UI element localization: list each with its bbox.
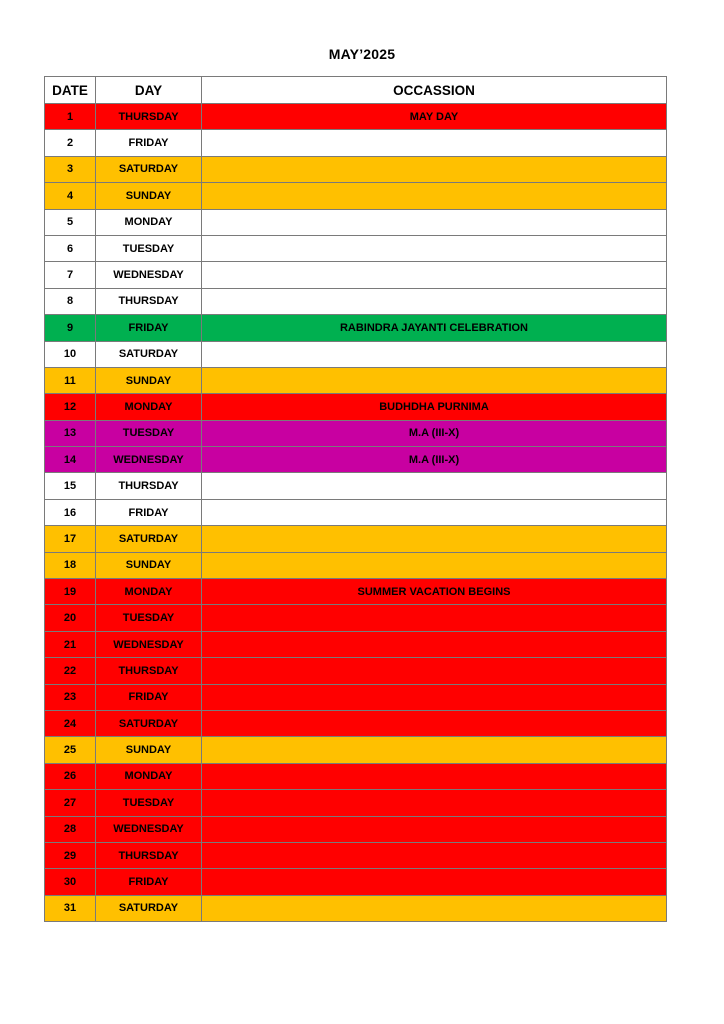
cell-day: TUESDAY xyxy=(96,235,202,261)
cell-date: 7 xyxy=(45,262,96,288)
cell-day: FRIDAY xyxy=(96,315,202,341)
cell-date: 23 xyxy=(45,684,96,710)
cell-day: TUESDAY xyxy=(96,605,202,631)
table-row xyxy=(45,473,667,499)
header-day: DAY xyxy=(96,77,202,104)
table-row xyxy=(45,684,667,710)
cell-occasion xyxy=(202,499,667,525)
header-date: DATE xyxy=(45,77,96,104)
cell-occasion xyxy=(202,895,667,921)
table-row xyxy=(45,895,667,921)
cell-occasion xyxy=(202,552,667,578)
cell-occasion: M.A (III-X) xyxy=(202,420,667,446)
cell-date: 1 xyxy=(45,104,96,130)
header-row xyxy=(45,77,667,104)
cell-date: 9 xyxy=(45,315,96,341)
cell-date: 8 xyxy=(45,288,96,314)
table-row xyxy=(45,209,667,235)
table-row xyxy=(45,710,667,736)
table-row xyxy=(45,790,667,816)
cell-date: 28 xyxy=(45,816,96,842)
cell-day: FRIDAY xyxy=(96,684,202,710)
cell-day: WEDNESDAY xyxy=(96,816,202,842)
cell-occasion xyxy=(202,367,667,393)
cell-day: THURSDAY xyxy=(96,104,202,130)
table-row xyxy=(45,499,667,525)
table-row xyxy=(45,394,667,420)
cell-date: 19 xyxy=(45,579,96,605)
cell-occasion xyxy=(202,262,667,288)
cell-occasion xyxy=(202,209,667,235)
cell-occasion xyxy=(202,341,667,367)
cell-day: SATURDAY xyxy=(96,895,202,921)
cell-date: 20 xyxy=(45,605,96,631)
table-row xyxy=(45,130,667,156)
cell-date: 11 xyxy=(45,367,96,393)
cell-occasion xyxy=(202,130,667,156)
cell-day: THURSDAY xyxy=(96,288,202,314)
cell-occasion xyxy=(202,183,667,209)
cell-date: 27 xyxy=(45,790,96,816)
table-row xyxy=(45,447,667,473)
cell-date: 5 xyxy=(45,209,96,235)
table-row xyxy=(45,737,667,763)
cell-date: 24 xyxy=(45,710,96,736)
cell-day: THURSDAY xyxy=(96,842,202,868)
cell-date: 3 xyxy=(45,156,96,182)
cell-date: 6 xyxy=(45,235,96,261)
table-row xyxy=(45,341,667,367)
cell-date: 26 xyxy=(45,763,96,789)
cell-occasion xyxy=(202,288,667,314)
cell-day: TUESDAY xyxy=(96,420,202,446)
cell-date: 18 xyxy=(45,552,96,578)
cell-occasion xyxy=(202,658,667,684)
cell-day: SATURDAY xyxy=(96,710,202,736)
cell-occasion xyxy=(202,842,667,868)
table-row xyxy=(45,315,667,341)
cell-date: 29 xyxy=(45,842,96,868)
cell-occasion xyxy=(202,156,667,182)
table-row xyxy=(45,552,667,578)
cell-day: TUESDAY xyxy=(96,790,202,816)
cell-date: 17 xyxy=(45,526,96,552)
cell-occasion xyxy=(202,235,667,261)
cell-date: 31 xyxy=(45,895,96,921)
table-row xyxy=(45,526,667,552)
cell-day: SUNDAY xyxy=(96,367,202,393)
cell-day: SUNDAY xyxy=(96,183,202,209)
cell-day: SUNDAY xyxy=(96,552,202,578)
cell-day: WEDNESDAY xyxy=(96,262,202,288)
cell-date: 14 xyxy=(45,447,96,473)
table-row xyxy=(45,156,667,182)
cell-date: 16 xyxy=(45,499,96,525)
cell-day: SATURDAY xyxy=(96,341,202,367)
table-row xyxy=(45,763,667,789)
cell-occasion: SUMMER VACATION BEGINS xyxy=(202,579,667,605)
cell-occasion xyxy=(202,473,667,499)
cell-day: SUNDAY xyxy=(96,737,202,763)
cell-day: FRIDAY xyxy=(96,130,202,156)
table-row xyxy=(45,658,667,684)
cell-occasion: BUDHDHA PURNIMA xyxy=(202,394,667,420)
cell-day: FRIDAY xyxy=(96,869,202,895)
cell-date: 30 xyxy=(45,869,96,895)
cell-date: 2 xyxy=(45,130,96,156)
cell-occasion: RABINDRA JAYANTI CELEBRATION xyxy=(202,315,667,341)
cell-occasion xyxy=(202,710,667,736)
cell-occasion xyxy=(202,763,667,789)
page-title: MAY’2025 xyxy=(328,46,396,62)
table-row xyxy=(45,183,667,209)
cell-date: 25 xyxy=(45,737,96,763)
cell-occasion xyxy=(202,631,667,657)
cell-date: 15 xyxy=(45,473,96,499)
cell-date: 22 xyxy=(45,658,96,684)
cell-day: MONDAY xyxy=(96,394,202,420)
cell-day: WEDNESDAY xyxy=(96,631,202,657)
cell-occasion: MAY DAY xyxy=(202,104,667,130)
cell-date: 21 xyxy=(45,631,96,657)
cell-day: THURSDAY xyxy=(96,473,202,499)
cell-date: 10 xyxy=(45,341,96,367)
cell-occasion xyxy=(202,526,667,552)
calendar-body xyxy=(45,104,667,922)
cell-occasion xyxy=(202,737,667,763)
cell-day: MONDAY xyxy=(96,209,202,235)
cell-occasion xyxy=(202,684,667,710)
cell-day: MONDAY xyxy=(96,579,202,605)
cell-day: FRIDAY xyxy=(96,499,202,525)
cell-occasion xyxy=(202,816,667,842)
cell-day: SATURDAY xyxy=(96,526,202,552)
table-row xyxy=(45,579,667,605)
cell-day: MONDAY xyxy=(96,763,202,789)
cell-day: WEDNESDAY xyxy=(96,447,202,473)
table-row xyxy=(45,816,667,842)
cell-occasion xyxy=(202,605,667,631)
cell-occasion xyxy=(202,790,667,816)
calendar-table xyxy=(44,76,667,922)
table-row xyxy=(45,104,667,130)
cell-occasion xyxy=(202,869,667,895)
table-row xyxy=(45,262,667,288)
cell-day: THURSDAY xyxy=(96,658,202,684)
table-row xyxy=(45,842,667,868)
table-row xyxy=(45,288,667,314)
cell-date: 4 xyxy=(45,183,96,209)
table-row xyxy=(45,420,667,446)
cell-date: 12 xyxy=(45,394,96,420)
cell-day: SATURDAY xyxy=(96,156,202,182)
table-row xyxy=(45,605,667,631)
cell-occasion: M.A (III-X) xyxy=(202,447,667,473)
table-row xyxy=(45,869,667,895)
table-row xyxy=(45,235,667,261)
table-row xyxy=(45,631,667,657)
header-occasion: OCCASSION xyxy=(202,77,667,104)
cell-date: 13 xyxy=(45,420,96,446)
table-row xyxy=(45,367,667,393)
